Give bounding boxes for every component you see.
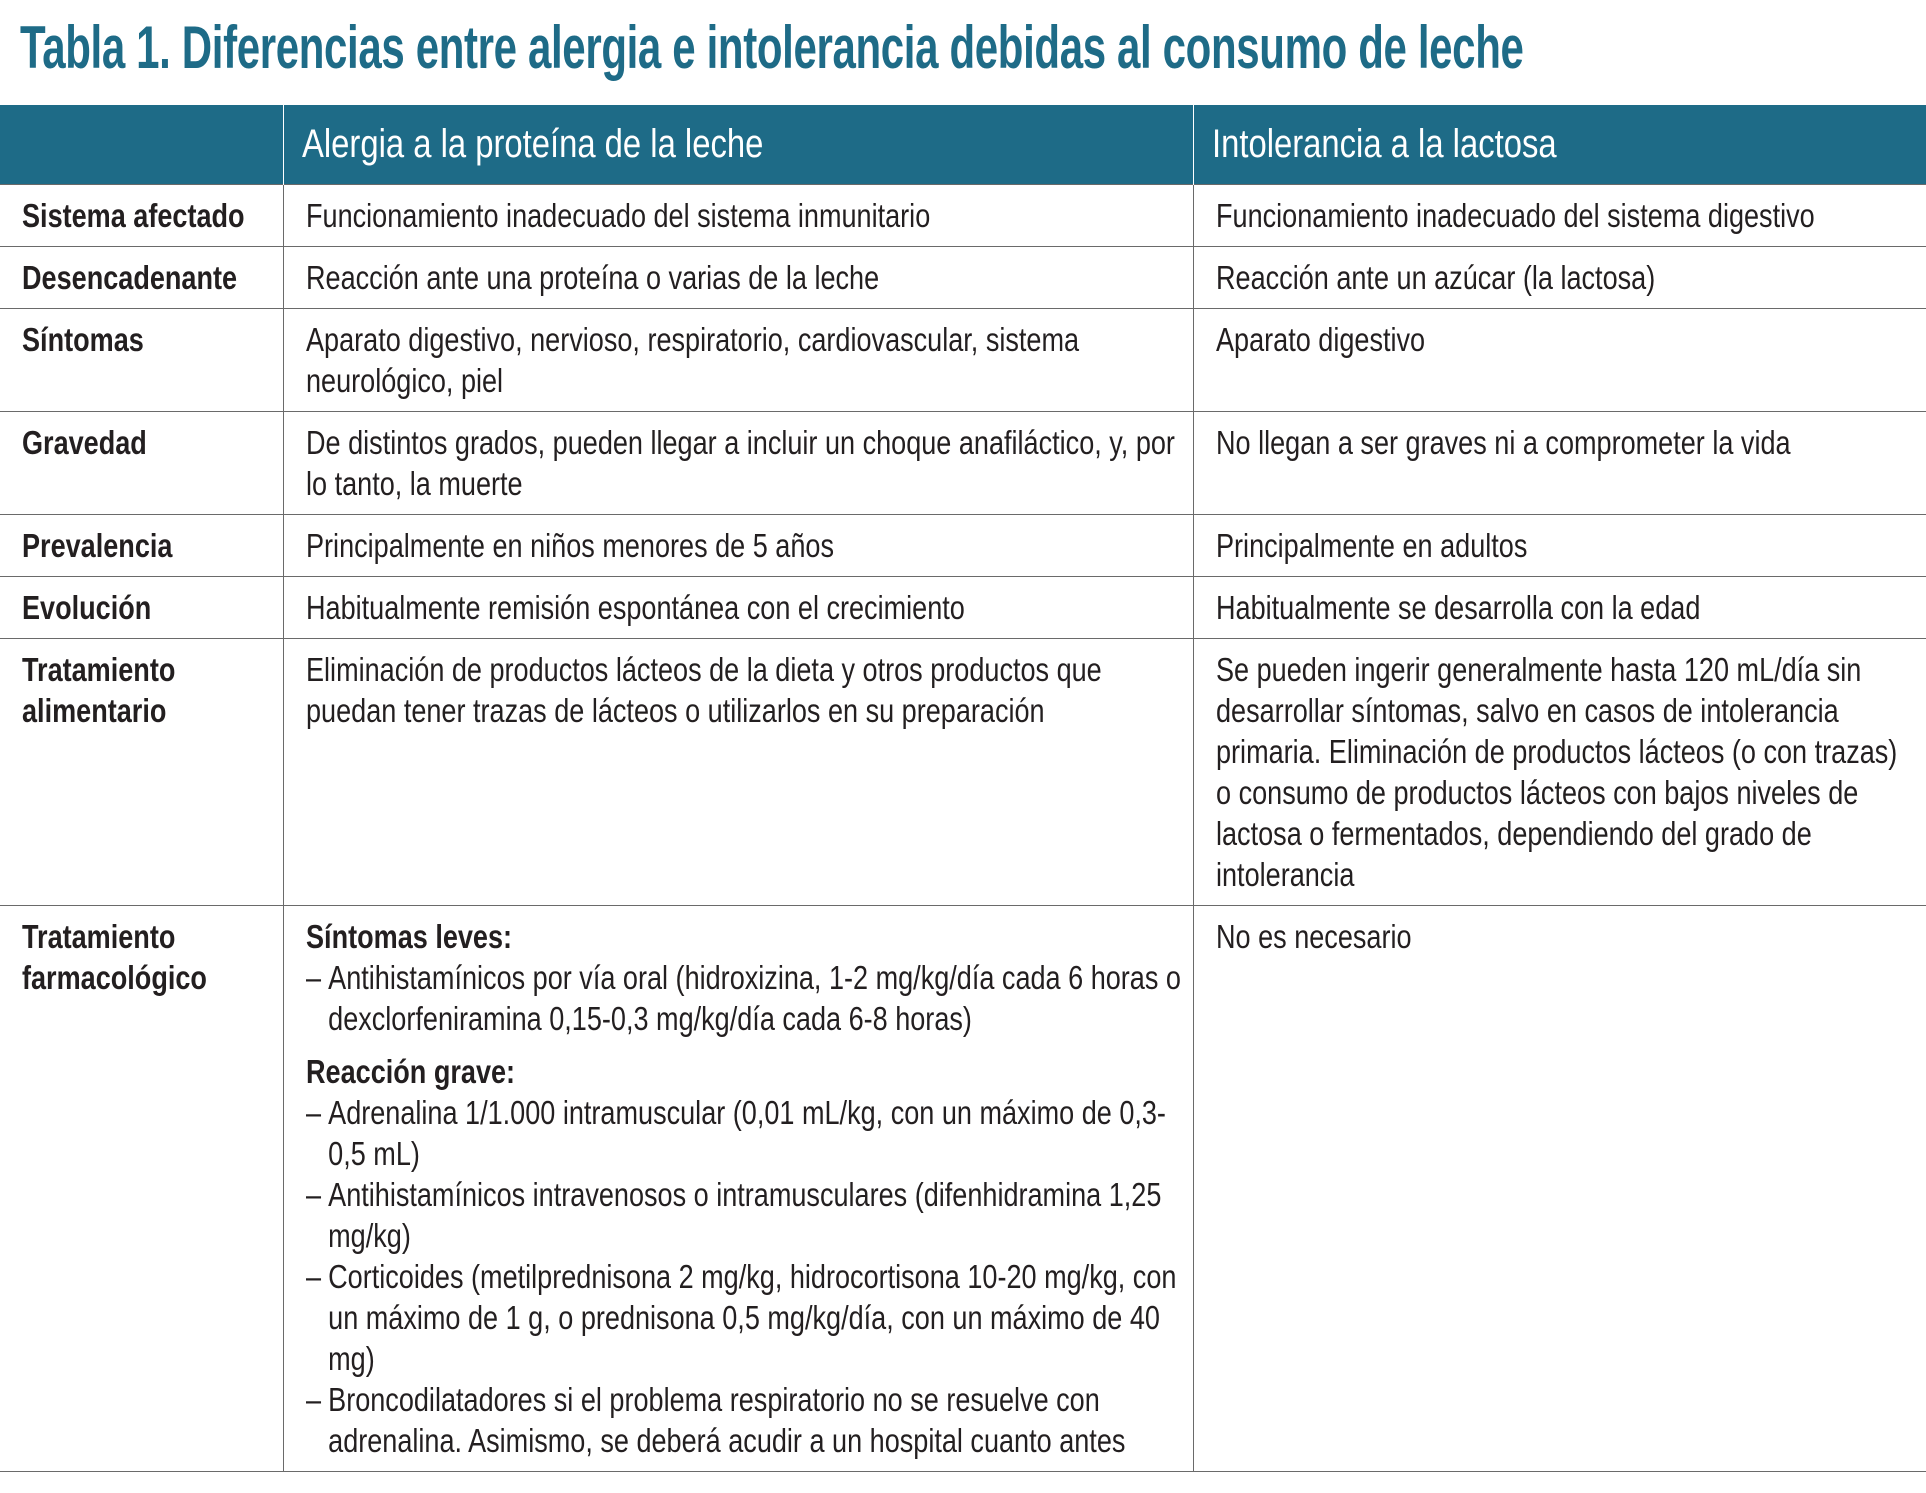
row-label: Gravedad	[0, 412, 283, 515]
table-row	[0, 639, 1926, 906]
intolerancia-cell: Se pueden ingerir generalmente hasta 120 mL/día sin desarrollar síntomas, salvo en casos de intolerancia primaria. Eliminación de productos lácteos (o con trazas) o consumo de productos lácteos con bajos niveles de lactosa o fermentados, dependiendo del grado de intolerancia	[1193, 639, 1926, 906]
row-label: Evolución	[0, 577, 283, 639]
alergia-cell: Aparato digestivo, nervioso, respiratorio, cardiovascular, sistema neurológico, piel	[283, 309, 1193, 412]
row-label: Síntomas	[0, 309, 283, 412]
leves-list	[306, 957, 1181, 1039]
alergia-cell: Principalmente en niños menores de 5 años	[283, 515, 1193, 577]
table-row	[0, 577, 1926, 639]
table-title: Tabla 1. Diferencias entre alergia e intolerancia debidas al consumo de leche	[20, 14, 1524, 81]
intolerancia-cell: Funcionamiento inadecuado del sistema digestivo	[1193, 185, 1926, 247]
comparison-table	[0, 105, 1926, 1472]
table-row	[0, 247, 1926, 309]
subheading-grave: Reacción grave:	[305, 1053, 515, 1090]
alergia-cell: Reacción ante una proteína o varias de la leche	[283, 247, 1193, 309]
intolerancia-cell: No llegan a ser graves ni a comprometer la vida	[1193, 412, 1926, 515]
list-item: – Corticoides (metilprednisona 2 mg/kg, hidrocortisona 10-20 mg/kg, con un máximo de 1 g, o prednisona 0,5 mg/kg/día, con un máximo de 40 mg)	[306, 1256, 1181, 1379]
table-row	[0, 309, 1926, 412]
alergia-cell	[283, 906, 1193, 1472]
intolerancia-cell: No es necesario	[1193, 906, 1926, 1472]
alergia-cell: De distintos grados, pueden llegar a incluir un choque anafiláctico, y, por lo tanto, la muerte	[283, 412, 1193, 515]
intolerancia-cell: Reacción ante un azúcar (la lactosa)	[1193, 247, 1926, 309]
alergia-cell: Funcionamiento inadecuado del sistema inmunitario	[283, 185, 1193, 247]
table-row	[0, 412, 1926, 515]
header-alergia: Alergia a la proteína de la leche	[283, 105, 1193, 185]
alergia-cell: Eliminación de productos lácteos de la dieta y otros productos que puedan tener trazas de lácteos o utilizarlos en su preparación	[283, 639, 1193, 906]
row-label: Tratamiento alimentario	[0, 639, 283, 906]
row-label: Tratamiento farmacológico	[0, 906, 283, 1472]
table-row-farmaco	[0, 906, 1926, 1472]
intolerancia-cell: Principalmente en adultos	[1193, 515, 1926, 577]
header-empty-cell	[0, 105, 283, 185]
row-label: Desencadenante	[0, 247, 283, 309]
list-item: – Broncodilatadores si el problema respiratorio no se resuelve con adrenalina. Asimismo, se deberá acudir a un hospital cuanto antes	[306, 1379, 1181, 1461]
table-header-row	[0, 105, 1926, 185]
intolerancia-cell: Aparato digestivo	[1193, 309, 1926, 412]
table-row	[0, 185, 1926, 247]
list-item: – Antihistamínicos intravenosos o intramusculares (difenhidramina 1,25 mg/kg)	[306, 1174, 1181, 1256]
intolerancia-cell: Habitualmente se desarrolla con la edad	[1193, 577, 1926, 639]
row-label: Sistema afectado	[0, 185, 283, 247]
grave-list	[306, 1092, 1181, 1461]
alergia-cell: Habitualmente remisión espontánea con el crecimiento	[283, 577, 1193, 639]
list-item: – Antihistamínicos por vía oral (hidroxizina, 1-2 mg/kg/día cada 6 horas o dexclorfeniramina 0,15-0,3 mg/kg/día cada 6-8 horas)	[306, 957, 1181, 1039]
header-intolerancia: Intolerancia a la lactosa	[1193, 105, 1926, 185]
list-item: – Adrenalina 1/1.000 intramuscular (0,01 mL/kg, con un máximo de 0,3-0,5 mL)	[306, 1092, 1181, 1174]
row-label: Prevalencia	[0, 515, 283, 577]
subheading-leves: Síntomas leves:	[305, 918, 512, 955]
table-row	[0, 515, 1926, 577]
